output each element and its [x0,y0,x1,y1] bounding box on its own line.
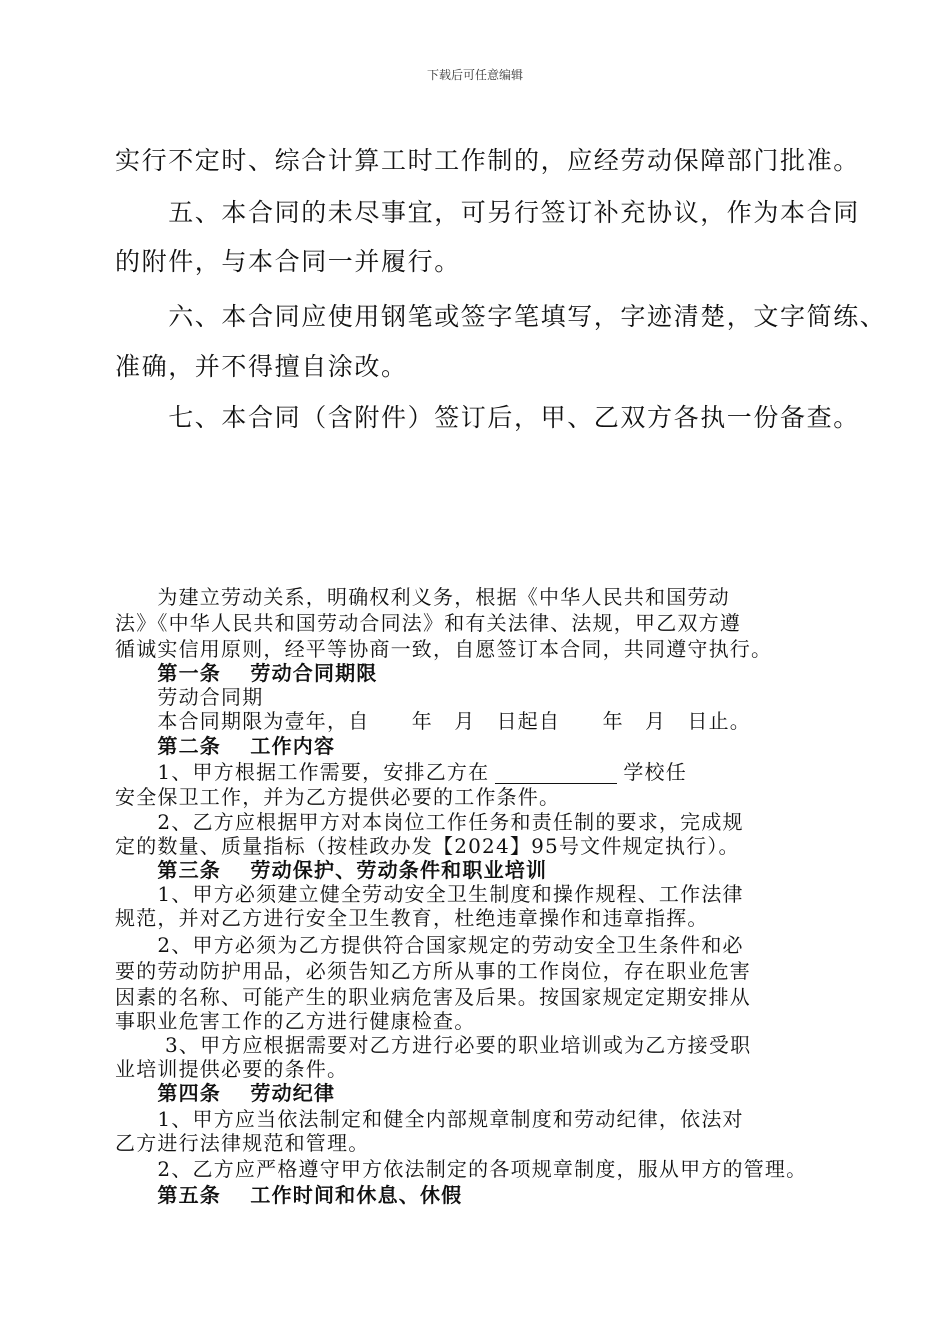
article-3-item-1-line-1: 1、甲方必须建立健全劳动安全卫生制度和操作规程、工作法律 [115,882,744,906]
article-4-item-1-line-1: 1、甲方应当依法制定和健全内部规章制度和劳动纪律，依法对 [115,1107,744,1131]
article-3-item-2-line-3: 因素的名称、可能产生的职业病危害及后果。按国家规定定期安排从 [115,985,751,1009]
preamble-line-2: 法》《中华人民共和国劳动合同法》和有关法律、法规，甲乙双方遵 [115,611,741,635]
article-3-item-2-line-1: 2、甲方必须为乙方提供符合国家规定的劳动安全卫生条件和必 [115,933,744,957]
article-2-item-1-text: 1、甲方根据工作需要，安排乙方在 [115,760,490,784]
article-3-item-1-line-2: 规范，并对乙方进行安全卫生教育，杜绝违章操作和违章指挥。 [115,906,709,930]
article-3-item-2-line-4: 事职业危害工作的乙方进行健康检查。 [115,1009,476,1033]
article-2-item-2-line-1: 2、乙方应根据甲方对本岗位工作任务和责任制的要求，完成规 [115,810,744,834]
article-2-item-2-line-2: 定的数量、质量指标（按桂政办发【2024】95号文件规定执行）。 [115,834,740,858]
article-3-item-3-line-1: 3、甲方应根据需要对乙方进行必要的职业培训或为乙方接受职 [115,1033,752,1057]
article-2-item-1 [115,760,687,784]
top-line-2: 五、本合同的未尽事宜，可另行签订补充协议，作为本合同 [115,198,860,227]
article-5-title: 第五条 工作时间和休息、休假 [115,1183,463,1207]
top-line-1: 实行不定时、综合计算工时工作制的，应经劳动保障部门批准。 [115,146,860,175]
article-2-item-1-suffix: 学校任 [623,760,687,784]
article-4-item-2: 2、乙方应严格遵守甲方依法制定的各项规章制度，服从甲方的管理。 [115,1157,808,1181]
preamble-line-3: 循诚实信用原则，经平等协商一致，自愿签订本合同，共同遵守执行。 [115,637,773,661]
article-1-line-1: 劳动合同期 [115,685,264,709]
top-line-4: 六、本合同应使用钢笔或签字笔填写，字迹清楚，文字简练、 [115,302,887,331]
article-2-title: 第二条 工作内容 [115,734,336,758]
article-4-item-1-line-2: 乙方进行法律规范和管理。 [115,1131,370,1155]
article-1-title: 第一条 劳动合同期限 [115,661,378,685]
school-name-blank[interactable] [495,763,617,784]
article-4-title: 第四条 劳动纪律 [115,1081,336,1105]
article-1-line-2: 本合同期限为壹年，自 年 月 日起自 年 月 日止。 [115,709,751,733]
article-3-title: 第三条 劳动保护、劳动条件和职业培训 [115,858,548,882]
page-header: 下载后可任意编辑 [426,68,523,82]
top-line-3: 的附件，与本合同一并履行。 [115,247,461,276]
article-3-item-3-line-2: 业培训提供必要的条件。 [115,1057,349,1081]
top-line-5: 准确，并不得擅自涂改。 [115,352,408,381]
top-line-6: 七、本合同（含附件）签订后，甲、乙双方各执一份备查。 [115,403,860,432]
preamble-line-1: 为建立劳动关系，明确权利义务，根据《中华人民共和国劳动 [115,585,730,609]
article-2-item-1-cont: 安全保卫工作，并为乙方提供必要的工作条件。 [115,785,561,809]
article-3-item-2-line-2: 要的劳动防护用品，必须告知乙方所从事的工作岗位，存在职业危害 [115,959,751,983]
